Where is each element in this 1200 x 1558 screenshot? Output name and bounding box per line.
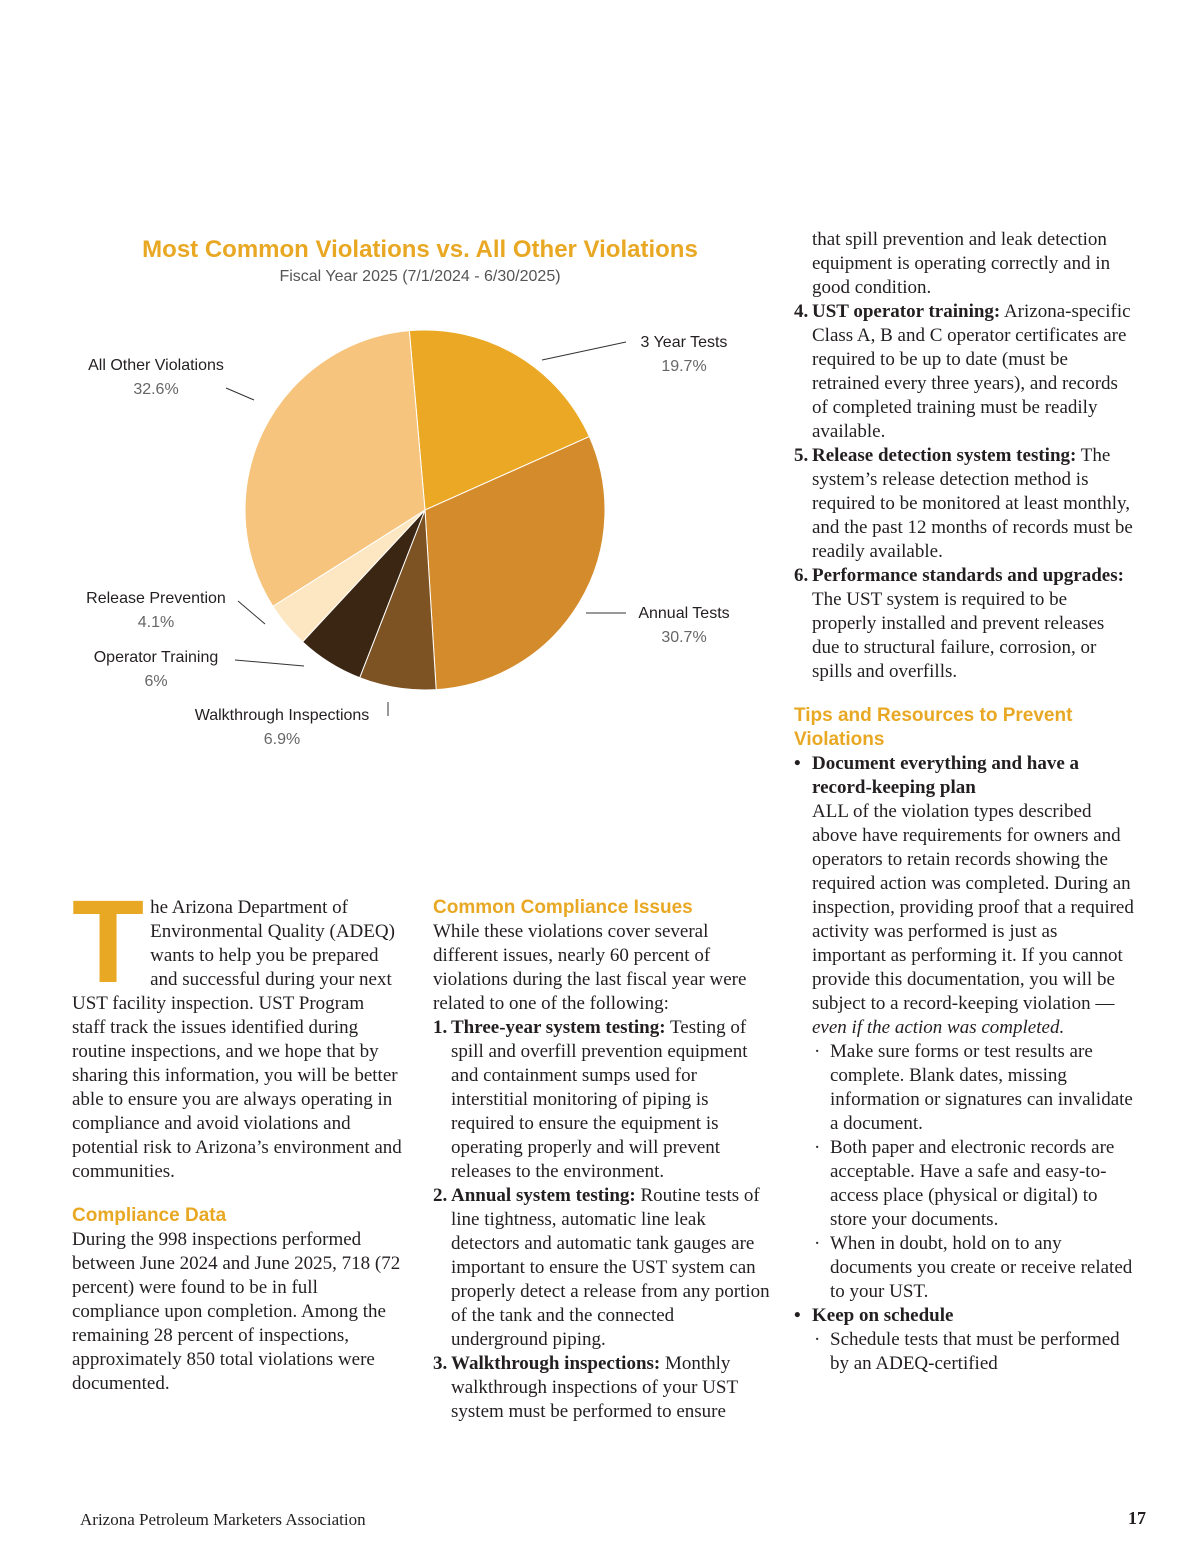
item-title: Walkthrough inspections: — [451, 1353, 661, 1374]
bullet-icon: • — [794, 753, 801, 774]
tips-column — [794, 228, 1134, 1376]
item-title: Three-year system testing: — [451, 1017, 666, 1038]
item-number: 4. — [794, 301, 809, 322]
slice-value-label: 19.7% — [661, 358, 707, 375]
slice-label: Walkthrough Inspections — [194, 707, 370, 724]
intro-column — [72, 876, 402, 1396]
drop-cap: T — [72, 876, 145, 1008]
item-number: 2. — [433, 1185, 448, 1206]
list-item — [433, 1016, 773, 1184]
sub-item — [812, 1328, 1134, 1376]
tip-title: Keep on schedule — [812, 1305, 954, 1326]
slice-value-label: 4.1% — [137, 614, 175, 631]
list-item — [433, 1352, 773, 1424]
compliance-data-heading: Compliance Data — [72, 1205, 227, 1226]
item-text: The UST system is required to be properly installed and prevent releases due to structural failure, corrosion, or spills and overfills. — [812, 589, 1105, 682]
list-item — [794, 564, 1134, 684]
issues-list-b — [794, 300, 1134, 684]
footer-publisher: Arizona Petroleum Marketers Association — [80, 1510, 366, 1529]
tip-item — [794, 1304, 1134, 1376]
subbullet-icon: · — [814, 1041, 821, 1062]
item-number: 3. — [433, 1353, 448, 1374]
subbullet-icon: · — [814, 1329, 821, 1350]
tip-item — [794, 752, 1134, 1304]
subbullet-icon: · — [814, 1233, 821, 1254]
continuation-text: that spill prevention and leak detection equipment is operating correctly and in good condition. — [812, 229, 1111, 298]
tips-heading: Tips and Resources to Prevent Violations — [794, 705, 1073, 750]
leader-line — [226, 388, 254, 400]
list-item — [794, 444, 1134, 564]
item-title: Annual system testing: — [451, 1185, 636, 1206]
common-issues-heading: Common Compliance Issues — [433, 897, 693, 918]
slice-value-label: 32.6% — [133, 381, 179, 398]
bullet-icon: • — [794, 1305, 801, 1326]
tip-sublist — [812, 1328, 1134, 1376]
item-number: 1. — [433, 1017, 448, 1038]
chart-subtitle: Fiscal Year 2025 (7/1/2024 - 6/30/2025) — [279, 268, 561, 285]
item-text: Testing of spill and overfill prevention equipment and containment sumps used for interstitial monitoring of piping is required to ensure the equipment is operating properly and will prevent releases to the environment. — [451, 1017, 748, 1182]
leader-line — [238, 601, 265, 624]
common-issues-intro: While these violations cover several different issues, nearly 60 percent of violations during the last fiscal year were related to one of the following: — [433, 921, 747, 1014]
page-number: 17 — [1128, 1508, 1146, 1528]
leader-line — [235, 660, 304, 666]
item-title: Release detection system testing: — [812, 445, 1077, 466]
slice-value-label: 30.7% — [661, 629, 707, 646]
violations-chart — [60, 232, 780, 772]
intro-paragraph: he Arizona Department of Environmental Quality (ADEQ) wants to help you be prepared and successful during your next UST facility inspection. UST Program staff track the issues identified during routine inspections, and we hope that by sharing this information, you will be better able to ensure you are always operating in compliance and avoid violations and potential risk to Arizona’s environment and communities. — [72, 897, 402, 1182]
sub-item — [812, 1136, 1134, 1232]
tip-title: Document everything and have a record-keeping plan — [812, 753, 1080, 798]
sub-item — [812, 1232, 1134, 1304]
slice-label: Operator Training — [93, 649, 219, 666]
sub-item-text: Schedule tests that must be performed by an ADEQ-certified — [830, 1329, 1120, 1374]
sub-item-text: Make sure forms or test results are complete. Blank dates, missing information or signatures can invalidate a document. — [830, 1041, 1133, 1134]
item-text: The system’s release detection method is required to be monitored at least monthly, and the past 12 months of records must be readily available. — [812, 445, 1133, 562]
item-number: 5. — [794, 445, 809, 466]
slice-label: Annual Tests — [638, 605, 730, 622]
item-title: UST operator training: — [812, 301, 1001, 322]
list-item — [433, 1184, 773, 1352]
slice-value-label: 6.9% — [263, 731, 301, 748]
sub-item — [812, 1040, 1134, 1136]
item-text: Monthly walkthrough inspections of your UST system must be performed to ensure — [451, 1353, 738, 1422]
issues-list-a — [433, 1016, 773, 1424]
slice-label: 3 Year Tests — [640, 334, 728, 351]
issues-column — [433, 896, 773, 1424]
tips-list — [794, 752, 1134, 1376]
list-item — [794, 300, 1134, 444]
subbullet-icon: · — [814, 1137, 821, 1158]
item-number: 6. — [794, 565, 809, 586]
tip-text: ALL of the violation types described above have requirements for owners and operators to retain records showing the required action was completed. During an inspection, providing proof that a required activity was performed is just as important as performing it. If you cannot provide this documentation, you will be subject to a record-keeping violation — — [812, 801, 1134, 1014]
slice-label: All Other Violations — [88, 357, 224, 374]
sub-item-text: Both paper and electronic records are acceptable. Have a safe and easy-to-access place (physical or digital) to store your documents. — [830, 1137, 1115, 1230]
item-text: Routine tests of line tightness, automatic line leak detectors and automatic tank gauges are important to ensure the UST system can properly detect a release from any portion of the tank and the connected underground piping. — [451, 1185, 770, 1350]
chart-title: Most Common Violations vs. All Other Violations — [142, 236, 698, 263]
pie-chart — [60, 232, 780, 772]
sub-item-text: When in doubt, hold on to any documents you create or receive related to your UST. — [830, 1233, 1133, 1302]
compliance-data-paragraph: During the 998 inspections performed between June 2024 and June 2025, 718 (72 percent) were found to be in full compliance upon completion. Among the remaining 28 percent of inspections, approximately 850 total violations were documented. — [72, 1229, 401, 1394]
slice-label: Release Prevention — [86, 590, 226, 607]
item-text: Arizona-specific Class A, B and C operator certificates are required to be up to date (must be retrained every three years), and records of completed training must be readily available. — [812, 301, 1131, 442]
tip-italic: even if the action was completed. — [812, 1017, 1065, 1038]
tip-sublist — [812, 1040, 1134, 1304]
item-title: Performance standards and upgrades: — [812, 565, 1124, 586]
leader-line — [542, 342, 626, 360]
slice-value-label: 6% — [144, 673, 168, 690]
